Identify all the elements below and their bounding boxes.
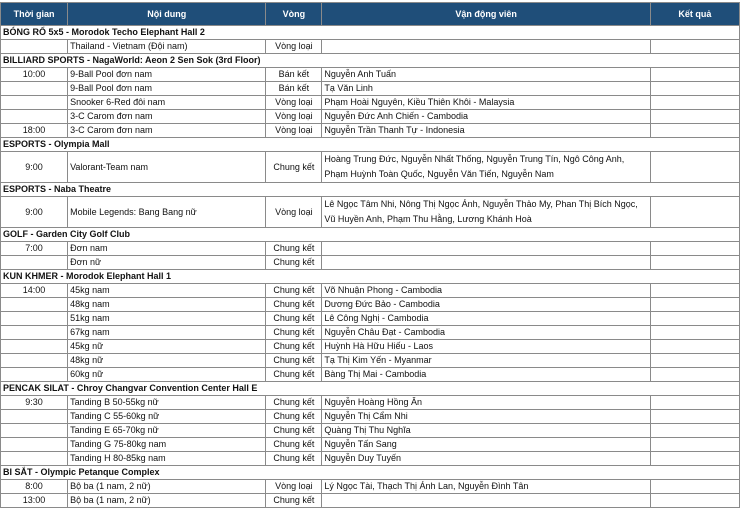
event-athletes: Dương Đức Bảo - Cambodia xyxy=(322,298,650,312)
section-title: BILLIARD SPORTS - NagaWorld: Aeon 2 Sen Sok (3rd Floor) xyxy=(1,54,740,68)
table-row xyxy=(1,242,740,256)
event-result xyxy=(650,152,739,183)
event-name: Tanding B 50-55kg nữ xyxy=(68,396,266,410)
event-time xyxy=(1,256,68,270)
event-athletes xyxy=(322,494,650,508)
event-athletes: Tạ Thị Kim Yến - Myanmar xyxy=(322,354,650,368)
event-result xyxy=(650,110,739,124)
event-time: 9:30 xyxy=(1,396,68,410)
event-time xyxy=(1,340,68,354)
event-round: Chung kết xyxy=(266,424,322,438)
table-row xyxy=(1,368,740,382)
table-row xyxy=(1,284,740,298)
event-time: 9:00 xyxy=(1,197,68,228)
table-row xyxy=(1,96,740,110)
event-round: Chung kết xyxy=(266,452,322,466)
event-name: Đơn nam xyxy=(68,242,266,256)
event-time: 18:00 xyxy=(1,124,68,138)
header-row xyxy=(1,3,740,26)
table-row xyxy=(1,410,740,424)
table-row xyxy=(1,298,740,312)
event-athletes xyxy=(322,242,650,256)
event-name: 9-Ball Pool đơn nam xyxy=(68,82,266,96)
event-result xyxy=(650,410,739,424)
event-athletes: Phạm Hoài Nguyên, Kiều Thiên Khôi - Malaysia xyxy=(322,96,650,110)
event-time xyxy=(1,438,68,452)
event-result xyxy=(650,494,739,508)
table-row xyxy=(1,197,740,228)
event-round: Chung kết xyxy=(266,242,322,256)
event-name: 3-C Carom đơn nam xyxy=(68,124,266,138)
event-result xyxy=(650,242,739,256)
event-name: 9-Ball Pool đơn nam xyxy=(68,68,266,82)
event-time xyxy=(1,452,68,466)
table-row xyxy=(1,152,740,183)
event-time xyxy=(1,40,68,54)
event-athletes: Lê Công Nghị - Cambodia xyxy=(322,312,650,326)
event-athletes: Nguyễn Duy Tuyến xyxy=(322,452,650,466)
section-header-row xyxy=(1,138,740,152)
table-row xyxy=(1,40,740,54)
event-round: Chung kết xyxy=(266,354,322,368)
event-athletes: Nguyễn Tấn Sang xyxy=(322,438,650,452)
event-round: Chung kết xyxy=(266,340,322,354)
section-title: ESPORTS - Olympia Mall xyxy=(1,138,740,152)
event-result xyxy=(650,312,739,326)
event-result xyxy=(650,256,739,270)
event-athletes: Quàng Thị Thu Nghĩa xyxy=(322,424,650,438)
section-header-row xyxy=(1,54,740,68)
table-row xyxy=(1,452,740,466)
event-time xyxy=(1,368,68,382)
event-name: Bộ ba (1 nam, 2 nữ) xyxy=(68,480,266,494)
table-row xyxy=(1,354,740,368)
event-time: 10:00 xyxy=(1,68,68,82)
event-round: Chung kết xyxy=(266,396,322,410)
event-result xyxy=(650,480,739,494)
event-name: Thailand - Vietnam (Đội nam) xyxy=(68,40,266,54)
section-title: BÓNG RỔ 5x5 - Morodok Techo Elephant Hall 2 xyxy=(1,26,740,40)
event-time: 14:00 xyxy=(1,284,68,298)
event-round: Chung kết xyxy=(266,298,322,312)
table-row xyxy=(1,124,740,138)
event-athletes: Hoàng Trung Đức, Nguyễn Nhất Thống, Nguyễn Trung Tín, Ngô Công Anh, Phạm Huỳnh Toàn Quốc, Nguyễn Văn Tiến, Nguyễn Nam xyxy=(322,152,650,183)
header-result: Kết quả xyxy=(650,3,739,26)
section-title: KUN KHMER - Morodok Elephant Hall 1 xyxy=(1,270,740,284)
table-row xyxy=(1,82,740,96)
event-athletes xyxy=(322,256,650,270)
event-athletes: Nguyễn Hoàng Hồng Ân xyxy=(322,396,650,410)
event-result xyxy=(650,438,739,452)
table-row xyxy=(1,312,740,326)
event-time xyxy=(1,110,68,124)
event-name: Mobile Legends: Bang Bang nữ xyxy=(68,197,266,228)
event-result xyxy=(650,96,739,110)
event-time xyxy=(1,82,68,96)
event-round: Chung kết xyxy=(266,256,322,270)
event-time xyxy=(1,354,68,368)
event-name: 3-C Carom đơn nam xyxy=(68,110,266,124)
event-round: Chung kết xyxy=(266,312,322,326)
header-content: Nội dung xyxy=(68,3,266,26)
event-athletes: Nguyễn Châu Đạt - Cambodia xyxy=(322,326,650,340)
table-row xyxy=(1,480,740,494)
section-header-row xyxy=(1,466,740,480)
event-result xyxy=(650,326,739,340)
event-result xyxy=(650,68,739,82)
event-result xyxy=(650,368,739,382)
table-row xyxy=(1,340,740,354)
event-name: Đơn nữ xyxy=(68,256,266,270)
event-athletes: Nguyễn Đức Anh Chiến - Cambodia xyxy=(322,110,650,124)
event-result xyxy=(650,396,739,410)
event-round: Vòng loại xyxy=(266,40,322,54)
event-round: Bán kết xyxy=(266,68,322,82)
section-header-row xyxy=(1,382,740,396)
header-athletes: Vận động viên xyxy=(322,3,650,26)
event-result xyxy=(650,197,739,228)
event-round: Chung kết xyxy=(266,494,322,508)
event-round: Chung kết xyxy=(266,368,322,382)
event-name: Snooker 6-Red đôi nam xyxy=(68,96,266,110)
event-name: 45kg nữ xyxy=(68,340,266,354)
table-row xyxy=(1,438,740,452)
event-athletes xyxy=(322,40,650,54)
event-name: 67kg nam xyxy=(68,326,266,340)
event-round: Chung kết xyxy=(266,326,322,340)
event-round: Vòng loại xyxy=(266,96,322,110)
event-time xyxy=(1,298,68,312)
event-time xyxy=(1,424,68,438)
event-result xyxy=(650,452,739,466)
event-name: 48kg nam xyxy=(68,298,266,312)
event-name: 60kg nữ xyxy=(68,368,266,382)
event-athletes: Lý Ngọc Tài, Thạch Thị Ánh Lan, Nguyễn Đình Tân xyxy=(322,480,650,494)
event-athletes: Tạ Văn Linh xyxy=(322,82,650,96)
event-time: 9:00 xyxy=(1,152,68,183)
header-time: Thời gian xyxy=(1,3,68,26)
event-athletes: Huỳnh Hà Hữu Hiếu - Laos xyxy=(322,340,650,354)
event-time: 13:00 xyxy=(1,494,68,508)
event-result xyxy=(650,284,739,298)
section-title: BI SẮT - Olympic Petanque Complex xyxy=(1,466,740,480)
table-row xyxy=(1,396,740,410)
section-header-row xyxy=(1,183,740,197)
table-row xyxy=(1,110,740,124)
table-row xyxy=(1,256,740,270)
table-row xyxy=(1,494,740,508)
event-name: 48kg nữ xyxy=(68,354,266,368)
section-header-row xyxy=(1,270,740,284)
event-round: Chung kết xyxy=(266,410,322,424)
section-title: ESPORTS - Naba Theatre xyxy=(1,183,740,197)
event-athletes: Võ Nhuận Phong - Cambodia xyxy=(322,284,650,298)
event-name: Tanding G 75-80kg nam xyxy=(68,438,266,452)
event-result xyxy=(650,124,739,138)
event-round: Vòng loại xyxy=(266,110,322,124)
section-header-row xyxy=(1,26,740,40)
event-name: Tanding C 55-60kg nữ xyxy=(68,410,266,424)
event-result xyxy=(650,298,739,312)
event-athletes: Nguyễn Trần Thanh Tự - Indonesia xyxy=(322,124,650,138)
section-title: PENCAK SILAT - Chroy Changvar Convention Center Hall E xyxy=(1,382,740,396)
event-result xyxy=(650,354,739,368)
event-name: 51kg nam xyxy=(68,312,266,326)
section-title: GOLF - Garden City Golf Club xyxy=(1,228,740,242)
event-round: Bán kết xyxy=(266,82,322,96)
event-round: Vòng loại xyxy=(266,197,322,228)
event-round: Chung kết xyxy=(266,438,322,452)
event-time xyxy=(1,410,68,424)
event-time: 7:00 xyxy=(1,242,68,256)
event-athletes: Nguyễn Thị Cẩm Nhi xyxy=(322,410,650,424)
table-row xyxy=(1,424,740,438)
event-round: Vòng loại xyxy=(266,124,322,138)
event-result xyxy=(650,340,739,354)
event-athletes: Bàng Thị Mai - Cambodia xyxy=(322,368,650,382)
section-header-row xyxy=(1,228,740,242)
event-time xyxy=(1,312,68,326)
event-name: Tanding H 80-85kg nam xyxy=(68,452,266,466)
event-round: Vòng loại xyxy=(266,480,322,494)
event-name: 45kg nam xyxy=(68,284,266,298)
event-name: Valorant-Team nam xyxy=(68,152,266,183)
event-result xyxy=(650,40,739,54)
event-name: Bộ ba (1 nam, 2 nữ) xyxy=(68,494,266,508)
table-row xyxy=(1,68,740,82)
event-round: Chung kết xyxy=(266,152,322,183)
event-result xyxy=(650,424,739,438)
schedule-table xyxy=(0,2,740,508)
event-time xyxy=(1,326,68,340)
table-row xyxy=(1,326,740,340)
schedule-body xyxy=(1,26,740,508)
event-result xyxy=(650,82,739,96)
event-time: 8:00 xyxy=(1,480,68,494)
event-name: Tanding E 65-70kg nữ xyxy=(68,424,266,438)
event-athletes: Lê Ngọc Tâm Nhi, Nông Thị Ngọc Ánh, Nguyễn Thảo My, Phan Thị Bích Ngọc, Vũ Huyền Anh, Phạm Thu Hằng, Lương Khánh Hoà xyxy=(322,197,650,228)
event-round: Chung kết xyxy=(266,284,322,298)
event-athletes: Nguyễn Anh Tuấn xyxy=(322,68,650,82)
header-round: Vòng xyxy=(266,3,322,26)
event-time xyxy=(1,96,68,110)
